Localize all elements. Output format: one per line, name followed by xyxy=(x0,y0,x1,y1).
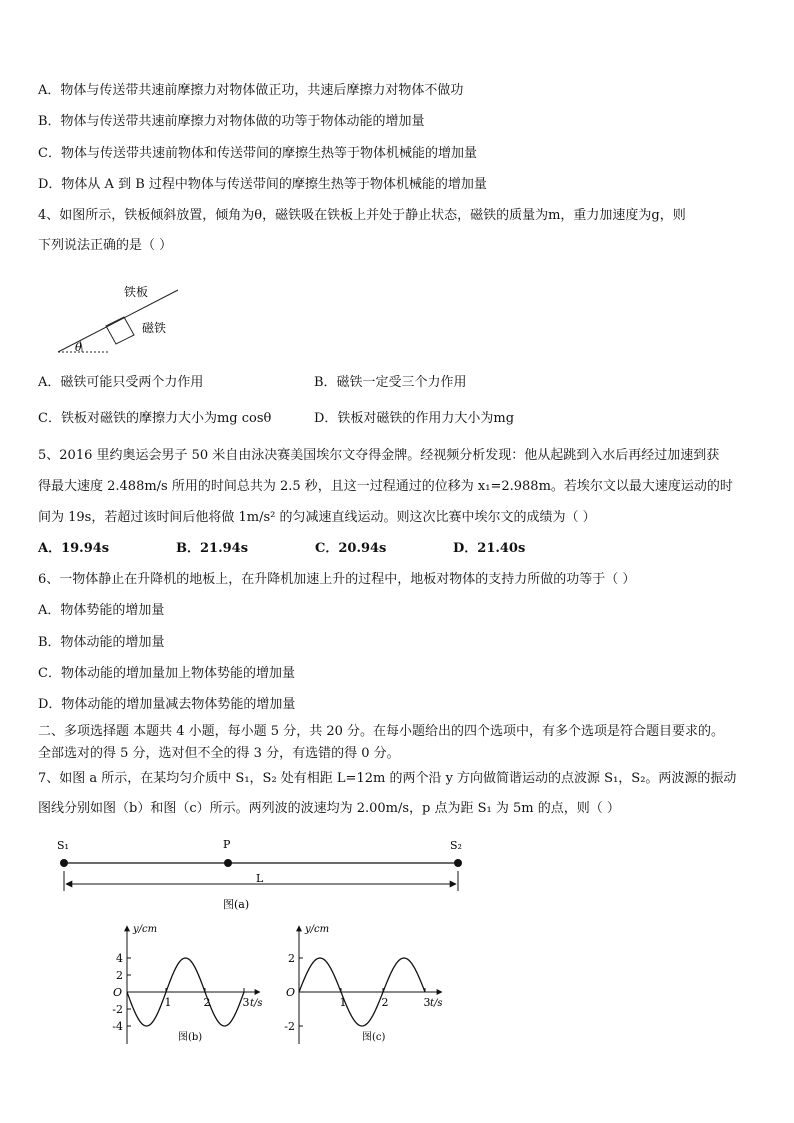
x-tick-label: 2 xyxy=(203,996,211,1009)
caption-c: 图(c) xyxy=(362,1032,386,1043)
label-magnet: 磁铁 xyxy=(142,321,167,335)
y-tick-label: -4 xyxy=(112,1020,123,1033)
y-tick-label: 2 xyxy=(116,969,123,982)
q5-option-d: D．21.40s xyxy=(453,541,526,556)
q4-option-c: C．铁板对磁铁的摩擦力大小为mg cosθ xyxy=(38,411,272,426)
q4-stem-line2: 下列说法正确的是（ ） xyxy=(38,238,173,253)
q3-option-a: A．物体与传送带共速前摩擦力对物体做正功，共速后摩擦力对物体不做功 xyxy=(38,83,464,98)
origin-label: O xyxy=(113,986,123,999)
section2-heading-line2: 全部选对的得 5 分，选对但不全的得 3 分，有选错的得 0 分。 xyxy=(38,746,400,761)
x-tick-label: 3 xyxy=(423,996,431,1009)
y-tick-label: -2 xyxy=(284,1020,295,1033)
y-axis-label: y/cm xyxy=(305,924,330,935)
caption-b: 图(b) xyxy=(178,1032,203,1043)
y-axis-label: y/cm xyxy=(133,924,158,935)
q5-option-c: C．20.94s xyxy=(315,541,387,556)
q4-figure xyxy=(50,278,190,358)
label-p: P xyxy=(223,838,231,851)
x-tick-label: 1 xyxy=(164,996,172,1009)
label-l: L xyxy=(256,872,264,885)
x-axis-label: t/s xyxy=(250,998,263,1009)
q3-option-b: B．物体与传送带共速前摩擦力对物体做的功等于物体动能的增加量 xyxy=(38,114,425,129)
q7-chart-b xyxy=(100,920,270,1048)
q6-option-b: B．物体动能的增加量 xyxy=(38,635,165,650)
x-tick-label: 3 xyxy=(242,996,250,1009)
q7-figure-a xyxy=(50,835,480,915)
q4-option-a: A．磁铁可能只受两个力作用 xyxy=(38,375,204,390)
q5-stem-line3: 间为 19s，若超过该时间后他将做 1m/s² 的匀减速直线运动。则这次比赛中埃尔文的成绩为（ ） xyxy=(38,510,596,525)
q5-option-a: A．19.94s xyxy=(38,541,110,556)
origin-label: O xyxy=(286,986,296,999)
q6-option-d: D．物体动能的增加量减去物体势能的增加量 xyxy=(38,697,296,712)
q7-stem-line2: 图线分别如图（b）和图（c）所示。两列波的波速均为 2.00m/s，p 点为距 S₁ 为 5m 的点，则（ ） xyxy=(38,801,620,816)
q6-option-a: A．物体势能的增加量 xyxy=(38,603,165,618)
caption-a: 图(a) xyxy=(223,898,250,911)
label-s1: S₁ xyxy=(57,839,69,852)
q4-option-b: B．磁铁一定受三个力作用 xyxy=(314,375,467,390)
q3-option-c: C．物体与传送带共速前物体和传送带间的摩擦生热等于物体机械能的增加量 xyxy=(38,146,477,161)
x-tick-label: 2 xyxy=(381,996,389,1009)
q5-stem-line1: 5、2016 里约奥运会男子 50 米自由泳决赛美国埃尔文夺得金牌。经视频分析发现：他从起跳到入水后再经过加速到获 xyxy=(38,448,720,463)
label-iron-plate: 铁板 xyxy=(124,285,149,299)
x-tick-label: 1 xyxy=(339,996,347,1009)
point-p-dot xyxy=(224,859,232,867)
y-tick-label: 4 xyxy=(116,952,123,965)
magnet-block xyxy=(106,317,134,344)
y-tick-label: 2 xyxy=(288,952,295,965)
x-axis-label: t/s xyxy=(430,998,443,1009)
q7-chart-c xyxy=(270,920,450,1048)
section2-heading-line1: 二、多项选择题 本题共 4 小题，每小题 5 分，共 20 分。在每小题给出的四个选项中，有多个选项是符合题目要求的。 xyxy=(38,724,725,739)
q5-stem-line2: 得最大速度 2.488m/s 所用的时间总共为 2.5 秒，且这一过程通过的位移为 x₁=2.988m。若埃尔文以最大速度运动的时 xyxy=(38,479,733,494)
y-tick-label: -2 xyxy=(112,1003,123,1016)
q3-option-d: D．物体从 A 到 B 过程中物体与传送带间的摩擦生热等于物体机械能的增加量 xyxy=(38,177,487,192)
source-s1-dot xyxy=(60,859,68,867)
q6-stem: 6、一物体静止在升降机的地板上，在升降机加速上升的过程中，地板对物体的支持力所做的功等于（ ） xyxy=(38,572,636,587)
q7-stem-line1: 7、如图 a 所示，在某均匀介质中 S₁，S₂ 处有相距 L=12m 的两个沿 y 方向做简谐运动的点波源 S₁，S₂。两波源的振动 xyxy=(38,771,737,786)
q4-option-d: D．铁板对磁铁的作用力大小为mg xyxy=(314,411,515,426)
q5-option-b: B．21.94s xyxy=(176,541,249,556)
label-theta: θ xyxy=(75,341,82,354)
label-s2: S₂ xyxy=(450,839,462,852)
q4-stem-line1: 4、如图所示，铁板倾斜放置，倾角为θ，磁铁吸在铁板上并处于静止状态，磁铁的质量为m，重力加速度为g，则 xyxy=(38,208,686,223)
q6-option-c: C．物体动能的增加量加上物体势能的增加量 xyxy=(38,666,295,681)
source-s2-dot xyxy=(454,859,462,867)
